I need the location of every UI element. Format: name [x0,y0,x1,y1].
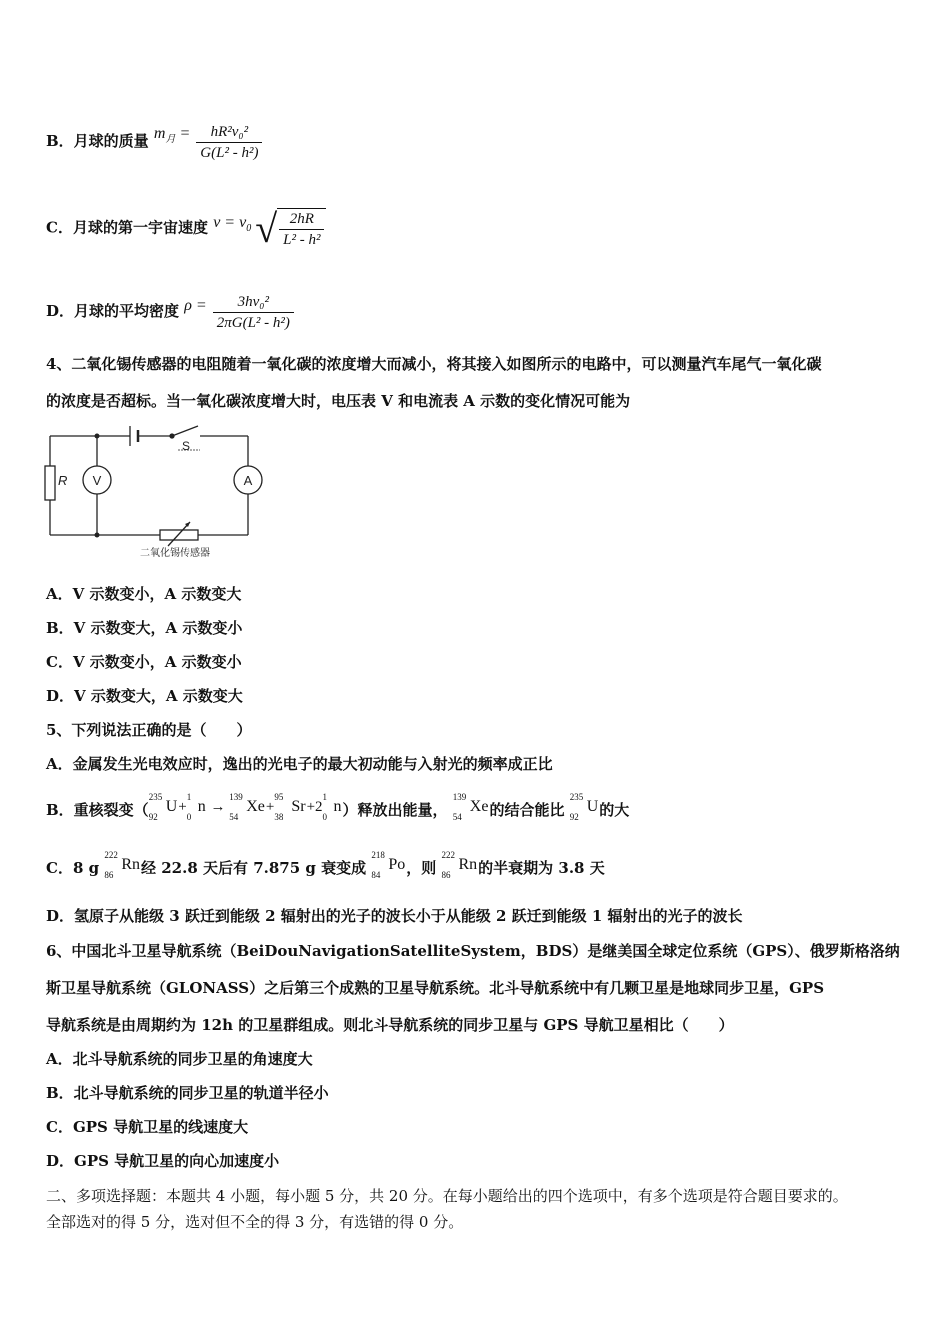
sensor-resistor [160,530,198,540]
q4-stem-line2: 的浓度是否超标。当一氧化碳浓度增大时，电压表 V 和电流表 A 示数的变化情况可能为 [46,392,631,410]
label-s: S [182,439,191,453]
junction-top [95,434,100,439]
q4-stem-line1: 4、二氧化锡传感器的电阻随着一氧化碳的浓度增大而减小，将其接入如图所示的电路中，可以测量汽车尾气一氧化碳 [46,355,822,373]
q6-stem-line2: 斯卫星导航系统（GLONASS）之后第三个成熟的卫星导航系统。北斗导航系统中有几颗卫星是地球同步卫星，GPS [46,979,825,997]
q4-option-a[interactable]: A．V 示数变小，A 示数变大 [46,585,242,603]
q4-option-d[interactable]: D．V 示数变大，A 示数变大 [46,687,243,705]
q6-option-c[interactable]: C．GPS 导航卫星的线速度大 [46,1118,249,1136]
q5-option-b[interactable]: B．重核裂变（ 235 92 U+ 1 0 n → 139 54 Xe+ 95 38 Sr+2 1 0 n）释放出能量， 139 54 Xe的结合能比 235 92 U的大 [46,792,630,822]
option-c-first-cosmic-velocity: C．月球的第一宇宙速度 $v = v_0$ √ $\frac{2hR}{\text{L² - h²}}$ [46,208,326,250]
fission-equation: 235 92 U+ 1 0 n → 139 54 Xe+ 95 38 Sr+2 1 0 n [148,792,342,822]
section2-line2: 全部选对的得 5 分，选对但不全的得 3 分，有选错的得 0 分。 [46,1213,464,1231]
resistor-r [45,466,55,500]
q6-stem-line3: 导航系统是由周期约为 12h 的卫星群组成。则北斗导航系统的同步卫星与 GPS 导航卫星相比（ ） [46,1016,734,1034]
formula-mass: $m_月$ = $\frac{\text{hR²v₀²}}{\text{G(L² - h²)}}$ [154,125,265,142]
q5-option-a[interactable]: A．金属发生光电效应时，逸出的光电子的最大初动能与入射光的频率成正比 [46,755,553,773]
formula-velocity: $v = v_0$ √ $\frac{2hR}{\text{L² - h²}}$ [213,214,326,231]
option-d-average-density: D．月球的平均密度 ρ = $\frac{\text{3hv₀²}}{\text{2πG(L² - h²)}}$ [46,292,296,333]
q5-option-d[interactable]: D．氢原子从能级 3 跃迁到能级 2 辐射出的光子的波长小于从能级 2 跃迁到能级 1 辐射出的光子的波长 [46,907,743,925]
section2-line1: 二、多项选择题：本题共 4 小题，每小题 5 分，共 20 分。在每小题给出的四个选项中，有多个选项是符合题目要求的。 [46,1187,848,1205]
junction-bottom [95,533,100,538]
label-v: V [92,473,102,488]
q4-option-c[interactable]: C．V 示数变小，A 示数变小 [46,653,242,671]
label-a: A [243,473,253,488]
q6-stem-line1: 6、中国北斗卫星导航系统（BeiDouNavigationSatelliteSystem，BDS）是继美国全球定位系统（GPS）、俄罗斯格洛纳 [46,942,900,960]
option-b-moon-mass: B．月球的质量 $m_月$ = $\frac{\text{hR²v₀²}}{\text{G(L² - h²)}}$ [46,122,264,163]
q6-option-a[interactable]: A．北斗导航系统的同步卫星的角速度大 [46,1050,313,1068]
q6-option-d[interactable]: D．GPS 导航卫星的向心加速度小 [46,1152,280,1170]
q6-option-b[interactable]: B．北斗导航系统的同步卫星的轨道半径小 [46,1084,329,1102]
formula-density: ρ = $\frac{\text{3hv₀²}}{\text{2πG(L² - h²)}}$ [184,297,296,314]
q5-stem: 5、下列说法正确的是（ ） [46,721,252,739]
q5-option-c[interactable]: C．8 g 222 86 Rn经 22.8 天后有 7.875 g 衰变成 218 84 Po，则 222 86 Rn的半衰期为 3.8 天 [46,850,605,880]
label-sensor: 二氧化锡传感器 [140,548,210,559]
switch-blade [172,426,198,436]
q4-option-b[interactable]: B．V 示数变大，A 示数变小 [46,619,243,637]
circuit-diagram [40,420,280,565]
label-r: R [58,473,68,488]
